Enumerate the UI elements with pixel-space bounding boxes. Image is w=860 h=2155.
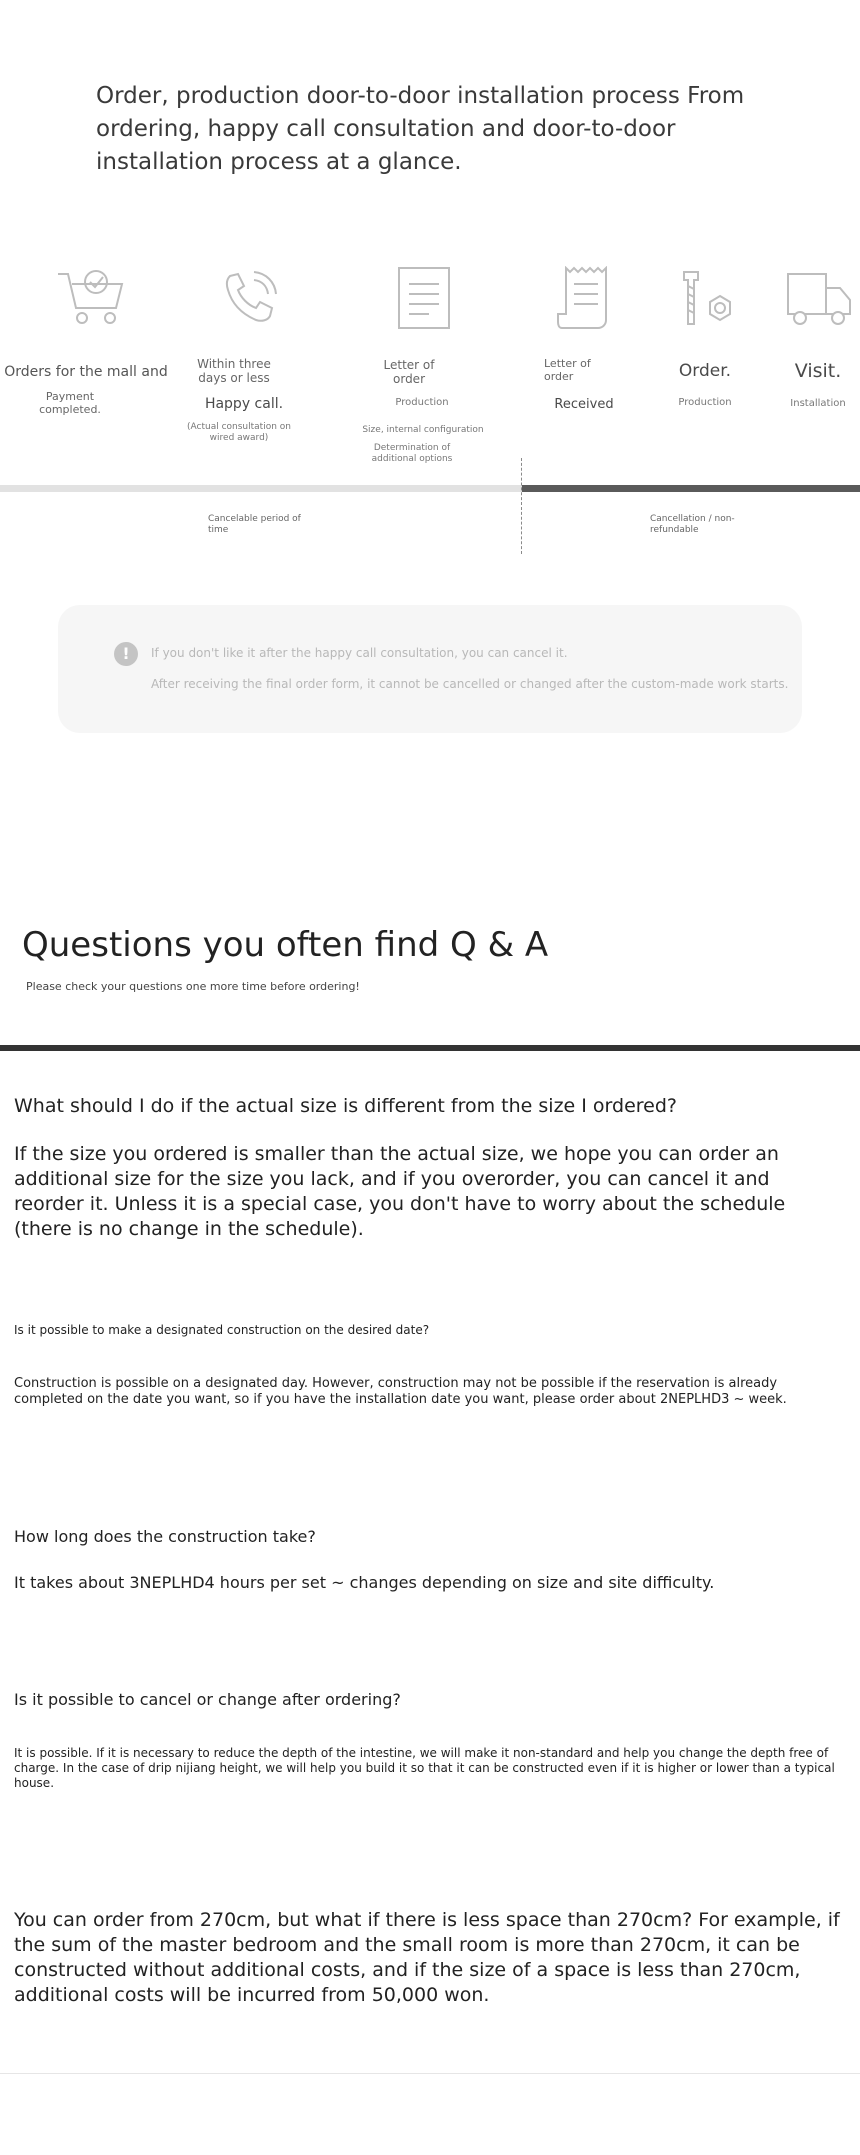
intro-text: Order, production door-to-door installation process From ordering, happy call consultation and door-to-door installation process at a glance. — [96, 83, 745, 175]
phone-call-icon — [220, 268, 280, 328]
bottom-divider — [0, 2073, 860, 2074]
non-cancelable-period-bar — [522, 485, 860, 492]
step-3-note-1: Size, internal configuration — [362, 425, 484, 435]
step-5-title: Order. — [678, 361, 732, 381]
question-3: How long does the construction take? — [14, 1527, 316, 1546]
notice-box — [58, 605, 802, 733]
step-3-pre: Letter of order — [383, 358, 435, 386]
step-3-note-2: Determination of additional options — [371, 443, 453, 464]
non-cancelable-period-label: Cancellation / non-refundable — [650, 514, 735, 535]
step-4-pre: Letter of order — [544, 357, 591, 383]
step-4-title: Received — [554, 397, 614, 412]
answer-1: If the size you ordered is smaller than the actual size, we hope you can order an additional size for the size you lack, and if you overorder, you can cancel it and reorder it. Unless it is a special case, you don't have to worry about the schedule (there is no change in the schedule). — [14, 1143, 786, 1240]
document-icon — [395, 266, 453, 330]
step-6-sub: Installation — [790, 398, 846, 409]
answer-4: It is possible. If it is necessary to reduce the depth of the intestine, we will make it non-standard and help you change the depth free of charge. In the case of drip nijiang height, we will help you build it so that it can be constructed even if it is higher or lower than a typical house. — [14, 1746, 835, 1790]
delivery-truck-icon — [786, 268, 852, 328]
step-3-title: Production — [395, 397, 449, 408]
question-4: Is it possible to cancel or change after ordering? — [14, 1690, 401, 1709]
step-1-title: Orders for the mall and — [4, 364, 168, 380]
notice-line-2: After receiving the final order form, it cannot be cancelled or changed after the custom-made work starts. — [151, 677, 789, 691]
question-1: What should I do if the actual size is different from the size I ordered? — [14, 1095, 677, 1117]
cancelable-period-label: Cancelable period of time — [208, 514, 301, 535]
step-5-sub: Production — [678, 397, 732, 408]
answer-5: You can order from 270cm, but what if there is less space than 270cm? For example, if the sum of the master bedroom and the small room is more than 270cm, it can be constructed without additional costs, and if the size of a space is less than 270cm, additional costs will be incurred from 50,000 won. — [14, 1909, 840, 2006]
step-2-title: Happy call. — [204, 396, 284, 412]
step-6-title: Visit. — [794, 360, 842, 382]
bolt-nut-icon — [680, 270, 734, 328]
receipt-icon — [556, 266, 610, 330]
question-2: Is it possible to make a designated construction on the desired date? — [14, 1323, 430, 1337]
shopping-cart-check-icon — [56, 268, 128, 328]
exclamation-icon: ! — [114, 642, 138, 666]
qa-title: Questions you often find Q & A — [22, 925, 549, 965]
step-1-sub: Payment completed. — [39, 390, 101, 416]
step-2-pre: Within three days or less — [197, 357, 271, 385]
qa-subtitle: Please check your questions one more time before ordering! — [26, 980, 360, 993]
answer-3: It takes about 3NEPLHD4 hours per set ~ changes depending on size and site difficulty. — [14, 1573, 715, 1592]
answer-2: Construction is possible on a designated day. However, construction may not be possible if the reservation is already completed on the date you want, so if you have the installation date you want, please order about 2NEPLHD3 ~ week. — [14, 1376, 787, 1407]
notice-line-1: If you don't like it after the happy call consultation, you can cancel it. — [151, 646, 568, 660]
qa-divider — [0, 1045, 860, 1051]
cancelable-period-bar — [0, 485, 522, 492]
timeline-divider — [521, 458, 522, 554]
step-2-note: (Actual consultation on wired award) — [187, 422, 291, 443]
